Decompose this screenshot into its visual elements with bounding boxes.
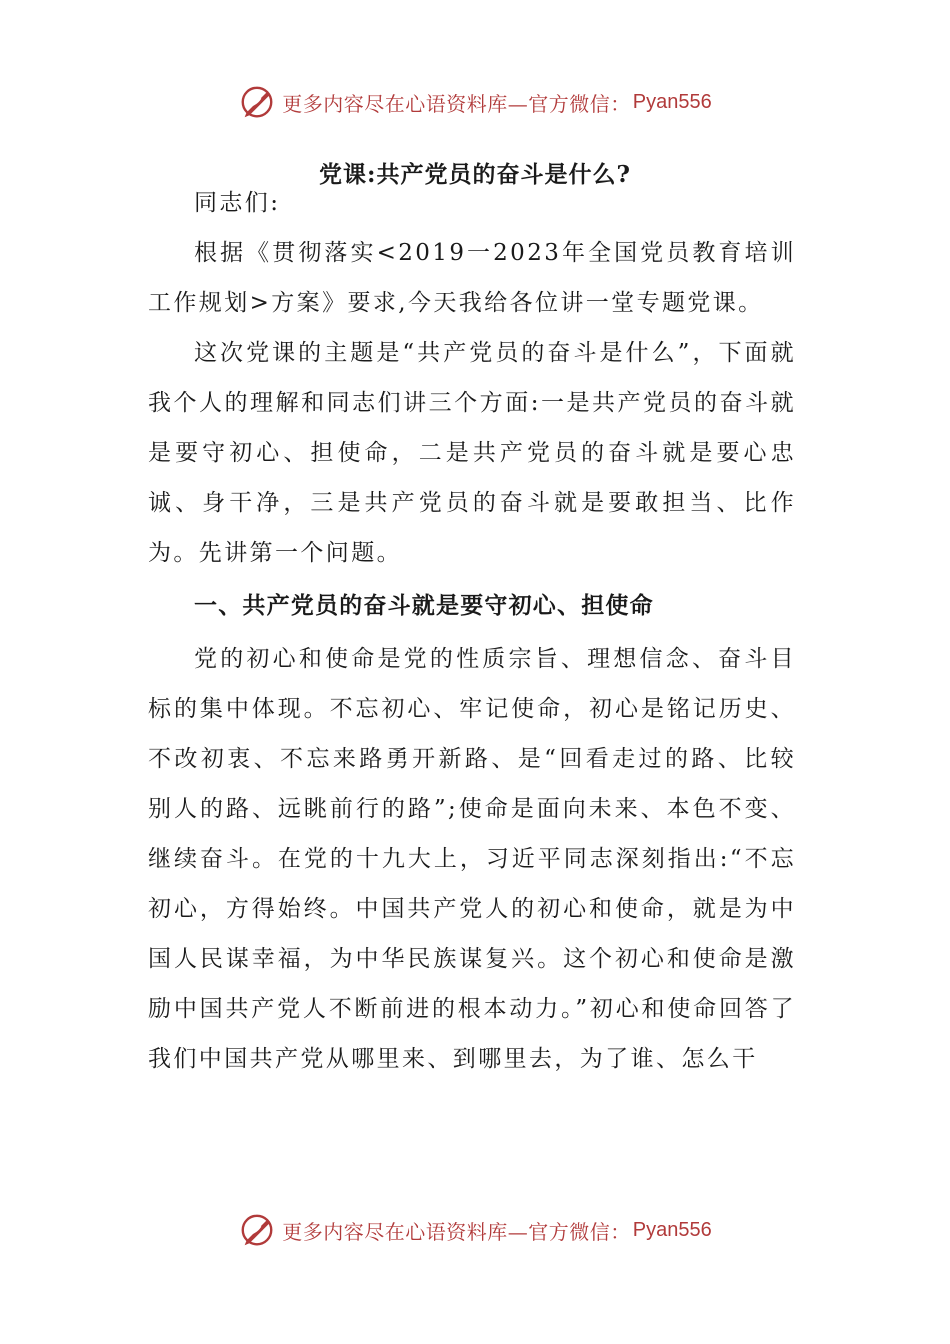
banner-wechat-id: Pyan556 — [632, 90, 712, 113]
section-heading-1: 一、共产党员的奋斗就是要守初心、担使命 — [194, 592, 654, 619]
document-title: 党课:共产党员的奋斗是什么? — [319, 161, 631, 188]
header-watermark-banner — [0, 80, 950, 124]
pen-logo-icon — [238, 1211, 276, 1249]
paragraph-mission: 党的初心和使命是党的性质宗旨、理想信念、奋斗目标的集中体现。不忘初心、牢记使命，初心是铭记历史、不改初衷、不忘来路勇开新路、是“回看走过的路、比较别人的路、远眺前行的路”;使命是面向未来、本色不变、继续奋斗。在党的十九大上，习近平同志深刻指出:“不忘初心，方得始终。中国共产党人的初心和使命，就是为中国人民谋幸福，为中华民族谋复兴。这个初心和使命是激励中国共产党人不断前进的根本动力。”初心和使命回答了我们中国共产党从哪里来、到哪里去，为了谁、怎么干 — [148, 646, 796, 1072]
pen-logo-icon — [238, 83, 276, 121]
salutation: 同志们: — [194, 190, 281, 216]
banner-wechat-id: Pyan556 — [632, 1218, 712, 1241]
footer-watermark-banner — [0, 1208, 950, 1252]
banner-text: 更多内容尽在心语资料库—官方微信： — [282, 91, 631, 116]
banner-text: 更多内容尽在心语资料库—官方微信： — [282, 1219, 631, 1244]
paragraph-intro: 根据《贯彻落实<2019一2023年全国党员教育培训工作规划>方案》要求,今天我给各位讲一堂专题党课。 — [148, 240, 796, 316]
paragraph-theme: 这次党课的主题是“共产党员的奋斗是什么”，下面就我个人的理解和同志们讲三个方面:一是共产党员的奋斗就是要守初心、担使命，二是共产党员的奋斗就是要心忠诚、身干净，三是共产党员的奋斗就是要敢担当、比作为。先讲第一个问题。 — [148, 340, 796, 566]
document-body — [148, 178, 796, 1084]
